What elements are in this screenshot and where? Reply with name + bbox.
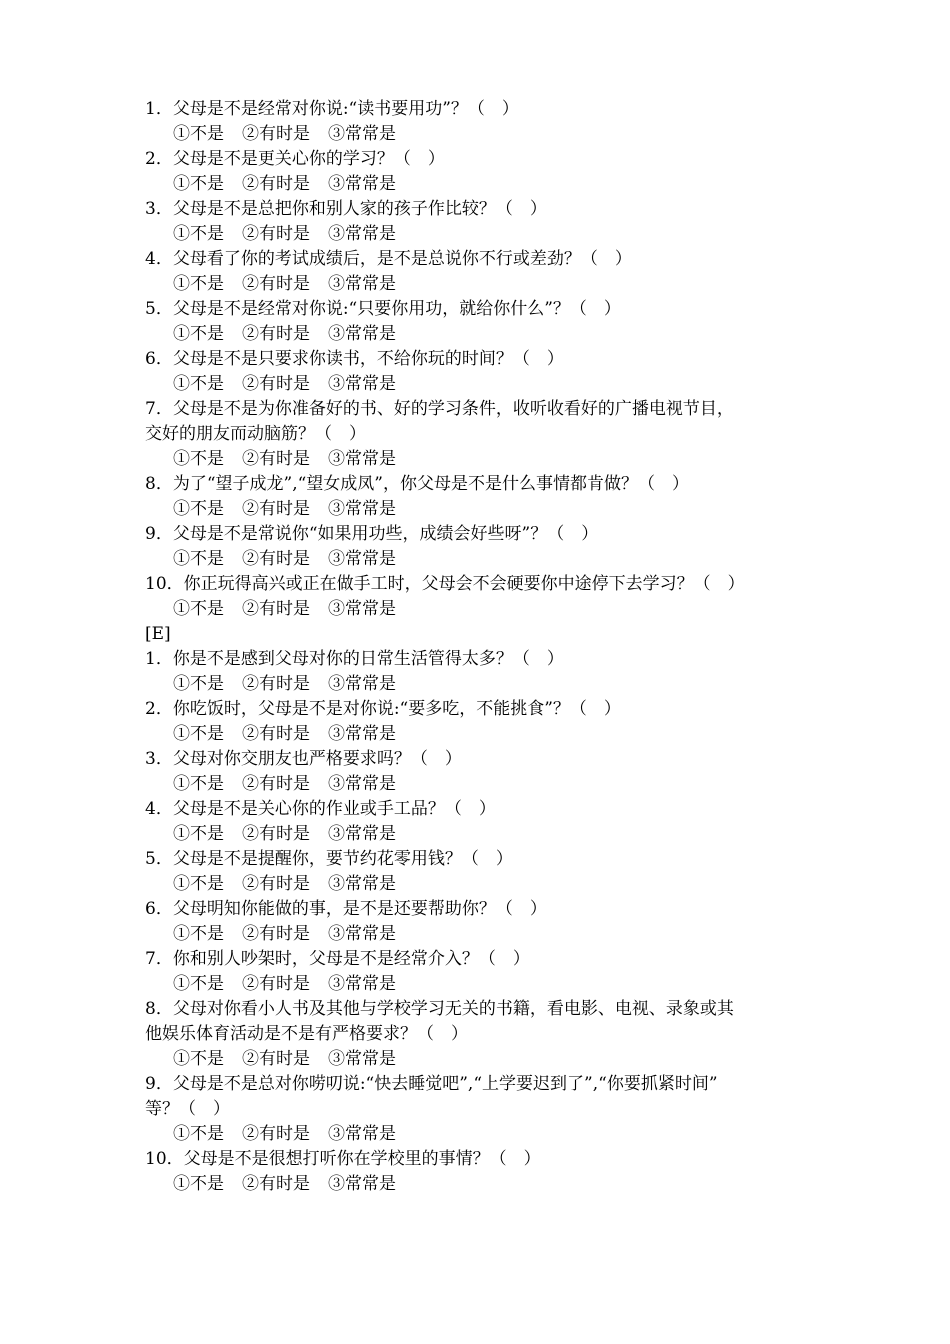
question-number: 2．: [145, 149, 173, 169]
section-e-question-4-line: [145, 797, 825, 822]
section-e-question-9-options: [145, 1122, 825, 1147]
question-text: 父母看了你的考试成绩后，是不是总说你不行或差劲？（ ）: [172, 249, 632, 269]
question-number: 10．: [145, 1149, 184, 1169]
answer-option: ③常常是: [328, 1174, 396, 1194]
answer-option: ③常常是: [328, 449, 396, 469]
section-e-label: [E]: [145, 624, 171, 644]
question-number: 8．: [145, 474, 173, 494]
answer-option: ①不是: [173, 374, 224, 394]
question-text: 父母是不是很想打听你在学校里的事情？（ ）: [183, 1149, 541, 1169]
answer-option: ②有时是: [242, 824, 310, 844]
question-text: 父母对你看小人书及其他与学校学习无关的书籍，看电影、电视、录象或其: [172, 999, 734, 1019]
section-e-question-7-line: [145, 947, 825, 972]
answer-option: ③常常是: [328, 824, 396, 844]
answer-option: ②有时是: [242, 1124, 310, 1144]
section-e-question-2-options: [145, 722, 825, 747]
section-d-question-6-line: [145, 347, 825, 372]
answer-option: ①不是: [173, 1049, 224, 1069]
question-text: 父母是不是关心你的作业或手工品？（ ）: [172, 799, 496, 819]
answer-option: ①不是: [173, 449, 224, 469]
answer-option: ②有时是: [242, 174, 310, 194]
question-number: 1．: [145, 99, 173, 119]
answer-option: ②有时是: [242, 974, 310, 994]
section-d-question-9-options: [145, 547, 825, 572]
section-e-question-1-line: [145, 647, 825, 672]
section-e-question-10-options: [145, 1172, 825, 1197]
answer-option: ②有时是: [242, 924, 310, 944]
question-text: 父母明知你能做的事，是不是还要帮助你？（ ）: [172, 899, 547, 919]
section-e-question-8-line: [145, 997, 825, 1022]
question-number: 6．: [145, 899, 173, 919]
answer-option: ③常常是: [328, 874, 396, 894]
answer-option: ③常常是: [328, 499, 396, 519]
question-text: 你是不是感到父母对你的日常生活管得太多？（ ）: [172, 649, 564, 669]
section-d-question-2-options: [145, 172, 825, 197]
answer-option: ③常常是: [328, 1124, 396, 1144]
answer-option: ③常常是: [328, 599, 396, 619]
question-text: 父母是不是更关心你的学习？（ ）: [172, 149, 445, 169]
answer-option: ①不是: [173, 124, 224, 144]
question-number: 7．: [145, 949, 173, 969]
answer-option: ②有时是: [242, 124, 310, 144]
section-e-question-3-options: [145, 772, 825, 797]
answer-option: ②有时是: [242, 324, 310, 344]
section-d-question-8-options: [145, 497, 825, 522]
section-e-question-9-line: [145, 1097, 825, 1122]
section-e-question-4-options: [145, 822, 825, 847]
answer-option: ③常常是: [328, 774, 396, 794]
section-e-question-8-options: [145, 1047, 825, 1072]
answer-option: ①不是: [173, 924, 224, 944]
section-d-question-9-line: [145, 522, 825, 547]
answer-option: ②有时是: [242, 674, 310, 694]
answer-option: ①不是: [173, 774, 224, 794]
question-number: 9．: [145, 1074, 173, 1094]
answer-option: ②有时是: [242, 549, 310, 569]
section-d-question-7-options: [145, 447, 825, 472]
section-d-question-7-line: [145, 397, 825, 422]
section-e-question-3-line: [145, 747, 825, 772]
answer-option: ②有时是: [242, 449, 310, 469]
answer-option: ③常常是: [328, 374, 396, 394]
question-number: 7．: [145, 399, 173, 419]
answer-option: ①不是: [173, 1174, 224, 1194]
answer-option: ③常常是: [328, 924, 396, 944]
answer-option: ③常常是: [328, 324, 396, 344]
section-d-question-5-options: [145, 322, 825, 347]
question-text: 父母是不是经常对你说:“只要你用功，就给你什么”？（ ）: [172, 299, 621, 319]
answer-option: ②有时是: [242, 724, 310, 744]
section-e-question-9-line: [145, 1072, 825, 1097]
section-d-question-3-options: [145, 222, 825, 247]
answer-option: ③常常是: [328, 124, 396, 144]
answer-option: ③常常是: [328, 1049, 396, 1069]
answer-option: ②有时是: [242, 499, 310, 519]
answer-option: ③常常是: [328, 549, 396, 569]
question-text: 你和别人吵架时，父母是不是经常介入？（ ）: [172, 949, 530, 969]
section-e-question-5-options: [145, 872, 825, 897]
answer-option: ①不是: [173, 174, 224, 194]
question-text: 你吃饭时，父母是不是对你说:“要多吃，不能挑食”？（ ）: [172, 699, 621, 719]
answer-option: ③常常是: [328, 174, 396, 194]
answer-option: ②有时是: [242, 274, 310, 294]
answer-option: ②有时是: [242, 874, 310, 894]
answer-option: ①不是: [173, 724, 224, 744]
answer-option: ③常常是: [328, 974, 396, 994]
question-number: 5．: [145, 299, 173, 319]
question-number: 3．: [145, 749, 173, 769]
question-number: 1．: [145, 649, 173, 669]
section-e-question-6-options: [145, 922, 825, 947]
answer-option: ①不是: [173, 324, 224, 344]
section-e-question-6-line: [145, 897, 825, 922]
questionnaire-page: [145, 97, 825, 1197]
section-d-question-10-options: [145, 597, 825, 622]
answer-option: ①不是: [173, 224, 224, 244]
question-text: 父母是不是提醒你，要节约花零用钱？（ ）: [172, 849, 513, 869]
section-d-question-2-line: [145, 147, 825, 172]
section-d-question-8-line: [145, 472, 825, 497]
answer-option: ①不是: [173, 1124, 224, 1144]
section-d-question-6-options: [145, 372, 825, 397]
answer-option: ①不是: [173, 674, 224, 694]
section-e-question-2-line: [145, 697, 825, 722]
answer-option: ②有时是: [242, 1174, 310, 1194]
question-text: 为了“望子成龙”,“望女成凤”，你父母是不是什么事情都肯做？（ ）: [172, 474, 689, 494]
question-text: 父母是不是总对你唠叨说:“快去睡觉吧”,“上学要迟到了”,“你要抓紧时间”: [172, 1074, 718, 1094]
question-text: 父母是不是为你准备好的书、好的学习条件，收听收看好的广播电视节目，: [172, 399, 734, 419]
answer-option: ②有时是: [242, 1049, 310, 1069]
question-text: 你正玩得高兴或正在做手工时，父母会不会硬要你中途停下去学习？（ ）: [183, 574, 745, 594]
answer-option: ②有时是: [242, 224, 310, 244]
question-number: 6．: [145, 349, 173, 369]
answer-option: ①不是: [173, 874, 224, 894]
section-d-question-1-options: [145, 122, 825, 147]
section-e-question-5-line: [145, 847, 825, 872]
question-text: 等？（ ）: [145, 1099, 230, 1119]
section-e-question-10-line: [145, 1147, 825, 1172]
question-number: 3．: [145, 199, 173, 219]
question-number: 4．: [145, 249, 173, 269]
answer-option: ③常常是: [328, 224, 396, 244]
answer-option: ①不是: [173, 499, 224, 519]
section-d-question-7-line: [145, 422, 825, 447]
section-d-question-4-options: [145, 272, 825, 297]
question-number: 4．: [145, 799, 173, 819]
answer-option: ②有时是: [242, 599, 310, 619]
question-text: 父母是不是常说你“如果用功些，成绩会好些呀”？（ ）: [172, 524, 599, 544]
question-number: 9．: [145, 524, 173, 544]
answer-option: ①不是: [173, 974, 224, 994]
section-e-question-7-options: [145, 972, 825, 997]
question-text: 他娱乐体育活动是不是有严格要求？（ ）: [145, 1024, 468, 1044]
answer-option: ③常常是: [328, 274, 396, 294]
answer-option: ①不是: [173, 824, 224, 844]
question-number: 2．: [145, 699, 173, 719]
section-d-question-10-line: [145, 572, 825, 597]
question-number: 10．: [145, 574, 184, 594]
answer-option: ②有时是: [242, 774, 310, 794]
answer-option: ②有时是: [242, 374, 310, 394]
question-number: 8．: [145, 999, 173, 1019]
question-text: 父母对你交朋友也严格要求吗？（ ）: [172, 749, 462, 769]
section-d-question-1-line: [145, 97, 825, 122]
question-text: 父母是不是只要求你读书，不给你玩的时间？（ ）: [172, 349, 564, 369]
section-e-question-1-options: [145, 672, 825, 697]
section-e-question-8-line: [145, 1022, 825, 1047]
section-d-question-5-line: [145, 297, 825, 322]
answer-option: ③常常是: [328, 724, 396, 744]
answer-option: ③常常是: [328, 674, 396, 694]
question-text: 父母是不是总把你和别人家的孩子作比较？（ ）: [172, 199, 547, 219]
answer-option: ①不是: [173, 549, 224, 569]
question-text: 父母是不是经常对你说:“读书要用功”？（ ）: [172, 99, 519, 119]
question-number: 5．: [145, 849, 173, 869]
section-d-question-3-line: [145, 197, 825, 222]
question-text: 交好的朋友而动脑筋？（ ）: [145, 424, 366, 444]
section-d-question-4-line: [145, 247, 825, 272]
answer-option: ①不是: [173, 274, 224, 294]
answer-option: ①不是: [173, 599, 224, 619]
